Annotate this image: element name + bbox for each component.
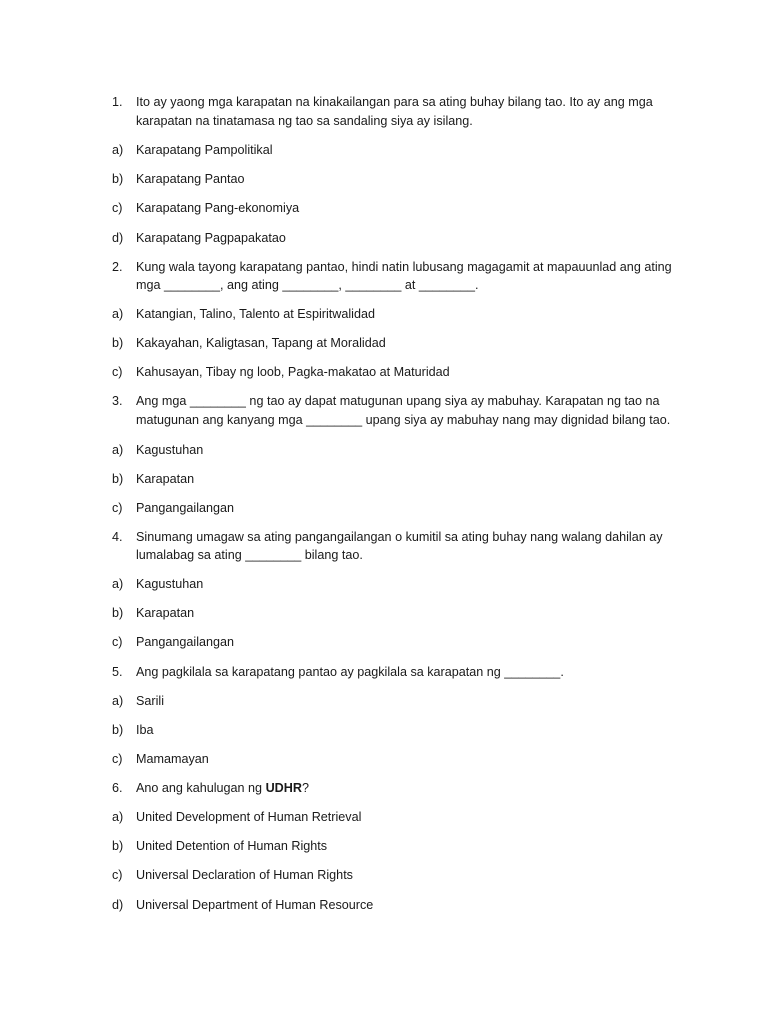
option-marker: d) bbox=[112, 231, 124, 245]
option-marker: a) bbox=[112, 443, 124, 457]
question-text: Ang mga ________ ng tao ay dapat matugunan upang siya ay mabuhay. Karapatan ng tao na bbox=[136, 394, 660, 408]
option-text: Kakayahan, Kaligtasan, Tapang at Moralidad bbox=[136, 336, 386, 350]
udhr-acronym: UDHR bbox=[265, 781, 302, 795]
question-text: karapatan na tinatamasa ng tao sa sandaling siya ay isilang. bbox=[136, 114, 473, 128]
question-text: matugunan ang kanyang mga ________ upang siya ay mabuhay nang may dignidad bilang tao. bbox=[136, 413, 671, 427]
option-marker: d) bbox=[112, 898, 124, 912]
option-text: Pangangailangan bbox=[136, 501, 235, 515]
option-text: Karapatang Pampolitikal bbox=[136, 143, 273, 157]
option-text: Pangangailangan bbox=[136, 635, 235, 649]
option-marker: b) bbox=[112, 606, 124, 620]
option-marker: c) bbox=[112, 501, 123, 515]
option-text: Katangian, Talino, Talento at Espiritwalidad bbox=[136, 307, 375, 321]
question-number: 1. bbox=[112, 95, 123, 109]
option-text: Karapatang Pang-ekonomiya bbox=[136, 201, 300, 215]
question-text-suffix: ? bbox=[301, 781, 309, 795]
question-text: mga ________, ang ating ________, ________ at ________. bbox=[136, 278, 479, 292]
question-text: lumalabag sa ating ________ bilang tao. bbox=[136, 548, 363, 562]
question-text bbox=[136, 779, 309, 797]
option-text: United Development of Human Retrieval bbox=[136, 810, 362, 824]
option-marker: c) bbox=[112, 635, 123, 649]
option-text: Karapatang Pagpapakatao bbox=[136, 231, 286, 245]
option-marker: a) bbox=[112, 577, 124, 591]
question-text: Ito ay yaong mga karapatan na kinakailangan para sa ating buhay bilang tao. Ito ay ang mga bbox=[136, 95, 653, 109]
option-marker: a) bbox=[112, 307, 124, 321]
question-number: 6. bbox=[112, 781, 123, 795]
question-text: Kung wala tayong karapatang pantao, hindi natin lubusang magagamit at mapauunlad ang ating bbox=[136, 260, 672, 274]
option-marker: a) bbox=[112, 694, 124, 708]
question-text-prefix: Ano ang kahulugan ng bbox=[136, 781, 266, 795]
option-marker: b) bbox=[112, 336, 124, 350]
option-marker: b) bbox=[112, 839, 124, 853]
question-number: 3. bbox=[112, 394, 123, 408]
option-text: Karapatang Pantao bbox=[136, 172, 245, 186]
option-text: Kahusayan, Tibay ng loob, Pagka-makatao at Maturidad bbox=[136, 365, 450, 379]
option-text: Kagustuhan bbox=[136, 443, 204, 457]
option-text: Universal Department of Human Resource bbox=[136, 898, 374, 912]
option-marker: c) bbox=[112, 868, 123, 882]
option-marker: c) bbox=[112, 365, 123, 379]
question-number: 4. bbox=[112, 530, 123, 544]
option-marker: b) bbox=[112, 172, 124, 186]
question-number: 2. bbox=[112, 260, 123, 274]
question-number: 5. bbox=[112, 665, 123, 679]
option-marker: a) bbox=[112, 143, 124, 157]
option-marker: c) bbox=[112, 752, 123, 766]
option-text: Mamamayan bbox=[136, 752, 209, 766]
option-text: Kagustuhan bbox=[136, 577, 204, 591]
option-marker: a) bbox=[112, 810, 124, 824]
option-text: Universal Declaration of Human Rights bbox=[136, 868, 353, 882]
option-marker: c) bbox=[112, 201, 123, 215]
option-text: Karapatan bbox=[136, 606, 195, 620]
question-text: Ang pagkilala sa karapatang pantao ay pagkilala sa karapatan ng ________. bbox=[136, 665, 564, 679]
option-text: Karapatan bbox=[136, 472, 195, 486]
option-marker: b) bbox=[112, 723, 124, 737]
question-text: Sinumang umagaw sa ating pangangailangan o kumitil sa ating buhay nang walang dahilan ay bbox=[136, 530, 663, 544]
option-text: Sarili bbox=[136, 694, 164, 708]
option-text: United Detention of Human Rights bbox=[136, 839, 328, 853]
option-text: Iba bbox=[136, 723, 154, 737]
option-marker: b) bbox=[112, 472, 124, 486]
